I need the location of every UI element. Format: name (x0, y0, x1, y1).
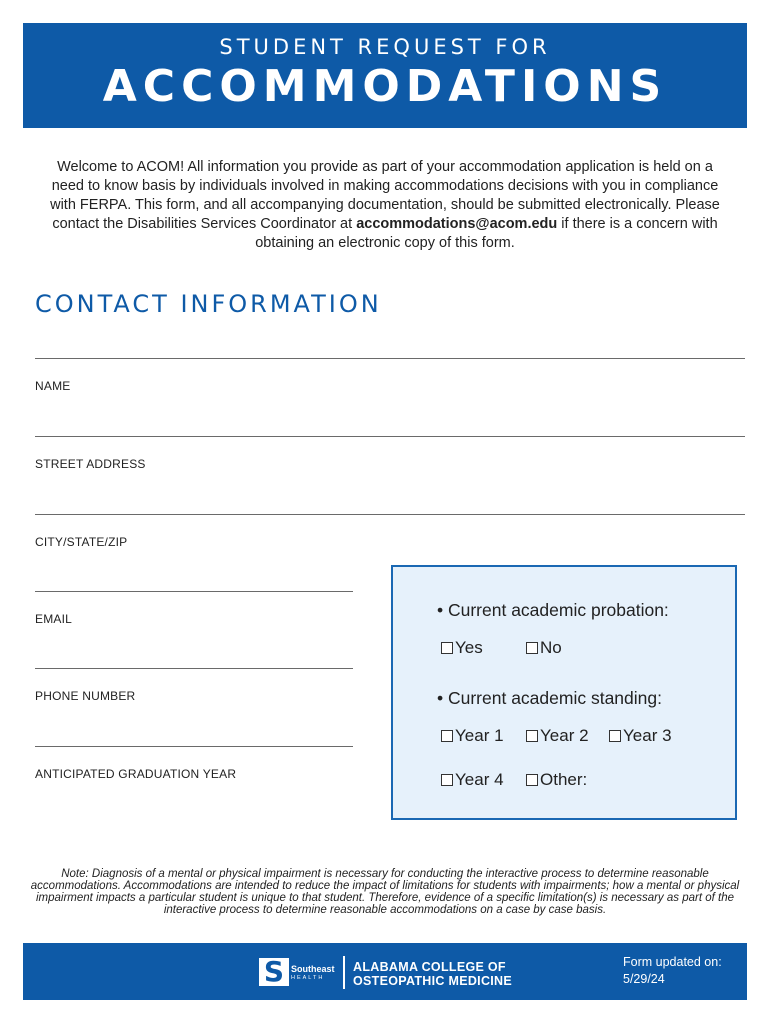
email-field[interactable] (35, 591, 353, 592)
option-label: No (540, 638, 562, 657)
checkbox-icon[interactable] (441, 774, 453, 786)
option-label: Other: (540, 770, 588, 789)
title-line-1: STUDENT REQUEST FOR (219, 35, 551, 59)
probation-no-option[interactable] (526, 638, 562, 658)
footer-banner (23, 943, 747, 1000)
academic-status-box (391, 565, 737, 820)
disclaimer-note: Note: Diagnosis of a mental or physical impairment is necessary for conducting the interactive process to determine reasonable accommodations. Accommodations are intended to reduce the impact of limitations for students with impairments; how a mental or physical impairment impacts a particular student is unique to that student. Therefore, evidence of a specific limitation(s) is necessary as part of the interactive process to determine reasonable accommodations on a case by case basis. (30, 868, 740, 916)
logo-divider (343, 956, 345, 989)
street-address-label: STREET ADDRESS (35, 457, 146, 471)
form-updated-date: 5/29/24 (623, 972, 665, 986)
standing-year-3-option[interactable] (609, 726, 672, 746)
option-label: Year 2 (540, 726, 589, 745)
probation-question: • Current academic probation: (437, 600, 669, 620)
graduation-year-field[interactable] (35, 746, 353, 747)
city-state-zip-field[interactable] (35, 514, 745, 515)
checkbox-icon[interactable] (526, 774, 538, 786)
intro-text-before: Welcome to ACOM! All information you provide as part of your accommodation application is held on a need to know basis by individuals involved in making accommodations decisions with you in compliance with FERPA. This form, and all accompanying documentation, should be submitted electronically. Please contact the Disabilities Services Coordinator at (50, 159, 720, 232)
option-label: Yes (455, 638, 483, 657)
southeast-logo-sub: HEALTH (291, 975, 325, 981)
standing-year-1-option[interactable] (441, 726, 504, 746)
contact-email-link[interactable]: accommodations@acom.edu (356, 216, 558, 232)
graduation-year-label: ANTICIPATED GRADUATION YEAR (35, 767, 237, 781)
intro-paragraph (40, 158, 730, 253)
southeast-logo-name: Southeast (291, 964, 335, 974)
option-label: Year 3 (623, 726, 672, 745)
standing-year-4-option[interactable] (441, 770, 504, 790)
standing-other-option[interactable] (526, 770, 587, 790)
name-label: NAME (35, 379, 71, 393)
checkbox-icon[interactable] (441, 642, 453, 654)
title-banner (23, 23, 747, 128)
option-label: Year 4 (455, 770, 504, 789)
southeast-logo-letter: S (263, 955, 285, 988)
form-updated-label: Form updated on: (623, 955, 722, 969)
intro-text-after: if there is a concern with obtaining an electronic copy of this form. (255, 216, 718, 251)
probation-yes-option[interactable] (441, 638, 483, 658)
street-address-field[interactable] (35, 436, 745, 437)
standing-year-2-option[interactable] (526, 726, 589, 746)
college-name-line-2: OSTEOPATHIC MEDICINE (353, 974, 513, 988)
name-field[interactable] (35, 358, 745, 359)
standing-question: • Current academic standing: (437, 688, 662, 708)
email-label: EMAIL (35, 612, 73, 626)
city-state-zip-label: CITY/STATE/ZIP (35, 535, 128, 549)
checkbox-icon[interactable] (609, 730, 621, 742)
college-name-line-1: ALABAMA COLLEGE OF (353, 960, 506, 974)
checkbox-icon[interactable] (526, 730, 538, 742)
phone-number-field[interactable] (35, 668, 353, 669)
phone-number-label: PHONE NUMBER (35, 689, 136, 703)
option-label: Year 1 (455, 726, 504, 745)
title-line-2: ACCOMMODATIONS (102, 61, 668, 112)
checkbox-icon[interactable] (441, 730, 453, 742)
section-title-contact: CONTACT INFORMATION (35, 290, 382, 318)
checkbox-icon[interactable] (526, 642, 538, 654)
